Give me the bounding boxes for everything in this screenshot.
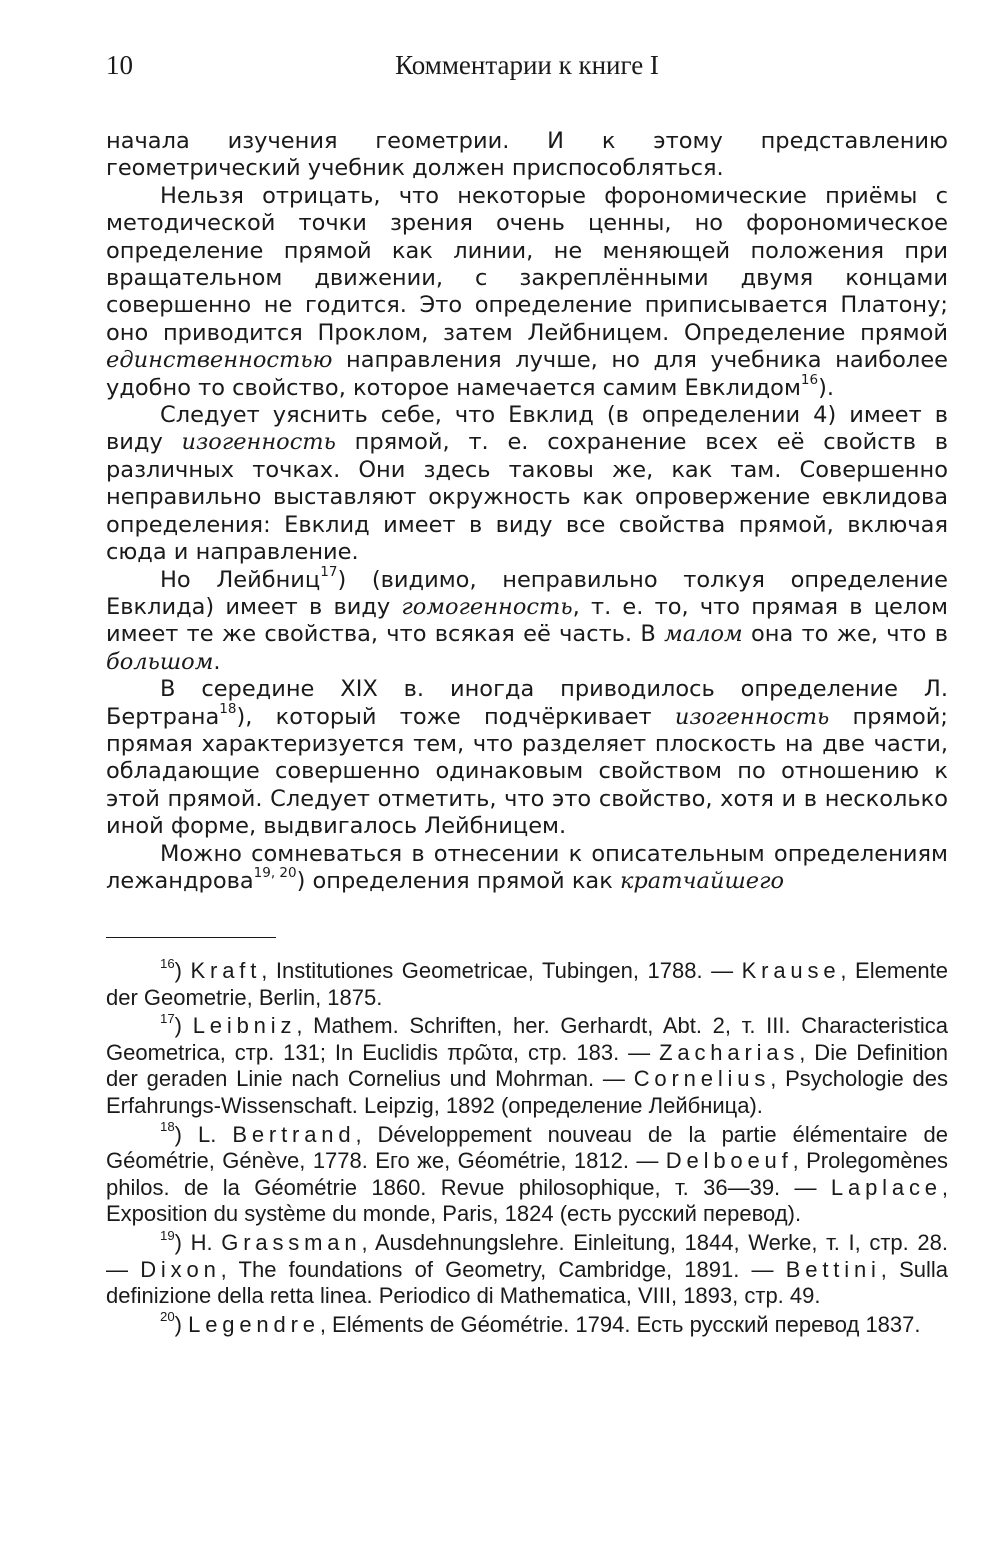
paragraph-legendre: Можно сомневаться в отнесении к описательным определениям лежандрова$^{19, 20}$) определения прямой как кратчайшего	[106, 840, 948, 894]
footnote-16: $^{16}$) Kraft, Institutiones Geometricae, Tubingen, 1788. — Krause, Elemente der Geometrie, Berlin, 1875.	[106, 955, 948, 1010]
paragraph-continuation: начала изучения геометрии. И к этому представлению геометрический учебник должен приспособляться.	[106, 128, 948, 182]
footnote-number: 20	[160, 1309, 175, 1325]
author-name: Krause	[741, 958, 841, 983]
footnote-ref[interactable]: 16	[800, 372, 819, 389]
footnote-number: 16	[160, 955, 175, 971]
paragraph-homogeneity: Но Лейбниц$^{17}$) (видимо, неправильно толкуя определение Евклида) имеет в виду гомогенность, т. е. то, что прямая в целом имеет те же свойства, что всякая её часть. В малом она то же, что в большом.	[106, 563, 948, 675]
author-name: Bettini	[785, 1256, 881, 1282]
footnote-20: $^{20}$) Legendre, Eléments de Géométrie. 1794. Есть русский перевод 1837.	[160, 1309, 921, 1337]
author-name: Kraft	[190, 958, 262, 983]
emphasis-text: большом	[106, 648, 214, 675]
author-name: Dixon	[140, 1256, 221, 1282]
author-name: Cornelius	[633, 1066, 771, 1092]
emphasis-text: гомогенность	[401, 593, 573, 620]
running-title: Комментарии к книге I	[395, 50, 659, 80]
emphasis-text: единственностью	[106, 347, 333, 374]
page-number: 10	[106, 50, 133, 80]
footnote-number: 18	[160, 1119, 175, 1135]
emphasis-text: изогенность	[181, 429, 336, 456]
author-name: Bertrand	[232, 1121, 356, 1147]
footnote-ref[interactable]: 17	[320, 563, 338, 580]
footnote-19: $^{19}$) H. Grassman, Ausdehnungslehre. Einleitung, 1844, Werke, т. I, стр. 28. — Dixon, The foundations of Geometry, Cambridge, 1891. — Bettini, Sulla definizione della retta linea. Periodico di Mathematica, VIII, 1893, стр. 49.	[106, 1227, 948, 1309]
emphasis-text: изогенность	[674, 703, 830, 730]
author-name: Grassman	[221, 1229, 362, 1255]
author-name: Legendre	[188, 1311, 320, 1337]
footnote-number: 19	[160, 1227, 175, 1243]
footnote-divider	[106, 937, 276, 938]
footnote-number: 17	[160, 1010, 175, 1026]
author-name: Leibniz	[192, 1013, 297, 1039]
author-name: Zacharias	[659, 1039, 800, 1065]
paragraph-bertrand: В середине XIX в. иногда приводилось определение Л. Бертрана$^{18}$), который тоже подчёркивает изогенность прямой; прямая характеризуется тем, что разделяет плоскость на две части, обладающие совершенно одинаковым свойством по отношению к этой прямой. Следует отметить, что это свойство, хотя и в несколько иной форме, выдвигалось Лейбницем.	[106, 676, 948, 840]
footnote-18: $^{18}$) L. Bertrand, Développement nouveau de la partie élémentaire de Géométrie, Génève, 1778. Его же, Géométrie, 1812. — Delboeuf, Prolegomènes philos. de la Géométrie 1860. Revue philosophique, т. 36—39. — Laplace, Exposition du système du monde, Paris, 1824 (есть русский перевод).	[106, 1119, 948, 1227]
footnote-ref[interactable]: 18	[219, 701, 237, 718]
footnote-17: $^{17}$) Leibniz, Mathem. Schriften, her. Gerhardt, Abt. 2, т. III. Characteristica Geometrica, стр. 131; In Euclidis πρῶτα, стр. 183. — Zacharias, Die Definition der geraden Linie nach Cornelius und Mohrman. — Cornelius, Psychologie des Erfahrungs-Wissenschaft. Leipzig, 1892 (определение Лейбница).	[106, 1010, 948, 1118]
footnotes	[106, 955, 948, 1338]
emphasis-text: кратчайшего	[619, 867, 784, 894]
author-name: Laplace	[830, 1174, 942, 1200]
page-header	[106, 50, 948, 90]
footnote-ref[interactable]: 19, 20	[253, 865, 297, 882]
author-name: Delboeuf	[665, 1148, 793, 1174]
paragraph-phoronomic: Нельзя отрицать, что некоторые форономические приёмы с методической точки зрения очень ценны, но форономическое определение прямой как линии, не меняющей положения при вращательном движении, с закреплёнными двумя концами совершенно не годится. Это определение приписывается Платону; оно приводится Проклом, затем Лейбницем. Определение прямой единственностью направления лучше, но для учебника наиболее удобно то свойство, которое намечается самим Евклидом$^{16}$).	[106, 182, 948, 401]
main-text	[106, 128, 948, 895]
emphasis-text: малом	[664, 621, 743, 648]
paragraph-isogeneity: Следует уяснить себе, что Евклид (в определении 4) имеет в виду изогенность прямой, т. е. сохранение всех её свойств в различных точках. Они здесь таковы же, как там. Совершенно неправильно выставляют окружность как опровержение евклидова определения: Евклид имеет в виду все свойства прямой, включая сюда и направление.	[106, 402, 948, 566]
